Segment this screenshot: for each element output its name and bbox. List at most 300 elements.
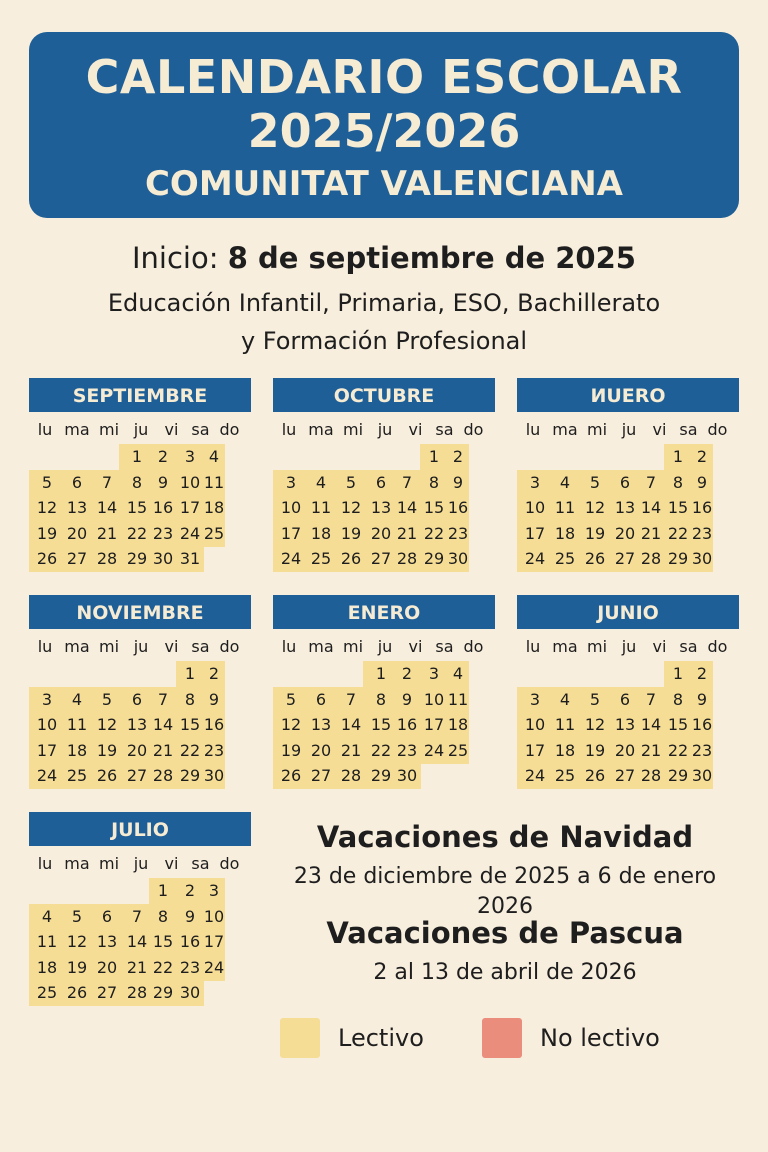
day-cell: 19: [29, 521, 65, 547]
weekday-label: ma: [64, 637, 90, 656]
weekday-label: sa: [679, 637, 698, 656]
day-cell: 26: [59, 980, 95, 1006]
day-cell: 11: [303, 495, 339, 521]
day-cell: 9: [203, 687, 225, 713]
day-cell: 11: [547, 712, 583, 738]
month-1: [29, 378, 251, 574]
weekday-label: mi: [98, 637, 120, 656]
day-cell: 17: [203, 929, 225, 955]
month-header: JULIO: [29, 812, 251, 846]
day-cell: 15: [664, 495, 692, 521]
day-cell: 29: [664, 763, 692, 789]
day-cell: 21: [637, 521, 665, 547]
day-cell: 8: [363, 687, 399, 713]
day-cell: 7: [637, 470, 665, 496]
day-cell: 9: [691, 687, 713, 713]
day-cell: 4: [203, 444, 225, 470]
weekday-label: ju: [377, 420, 393, 439]
day-cell: 28: [149, 763, 177, 789]
day-cell: 2: [691, 661, 713, 687]
day-cell: 15: [176, 712, 204, 738]
levels-line-2: y Formación Profesional: [240, 327, 528, 355]
day-cell: 28: [637, 546, 665, 572]
day-cell: 24: [273, 546, 309, 572]
day-cell: 23: [203, 738, 225, 764]
weekday-label: lu: [281, 420, 297, 439]
weekday-row: [273, 633, 495, 661]
weekday-label: do: [219, 637, 240, 656]
day-cell: 15: [149, 929, 177, 955]
day-cell: 8: [119, 470, 155, 496]
weekday-label: mi: [98, 854, 120, 873]
day-cell: 24: [517, 546, 553, 572]
weekday-label: ju: [621, 637, 637, 656]
day-cell: 11: [447, 687, 469, 713]
day-cell: 21: [393, 521, 421, 547]
day-cell: 20: [89, 955, 125, 981]
month-4: [29, 595, 251, 791]
day-cell: 11: [203, 470, 225, 496]
weekday-row: [29, 416, 251, 444]
weekday-label: do: [463, 420, 484, 439]
day-cell: 14: [149, 712, 177, 738]
day-cell: 29: [119, 546, 155, 572]
day-cell: 11: [59, 712, 95, 738]
day-cell: 24: [420, 738, 448, 764]
day-cell: 12: [59, 929, 95, 955]
day-cell: 20: [303, 738, 339, 764]
day-cell: 31: [176, 546, 204, 572]
day-cell: 1: [664, 444, 692, 470]
day-cell: 27: [363, 546, 399, 572]
day-cell: 6: [607, 470, 643, 496]
day-cell: 23: [176, 955, 204, 981]
day-cell: 3: [517, 470, 553, 496]
weekday-label: ma: [552, 637, 578, 656]
weekday-row: [273, 416, 495, 444]
day-cell: 10: [420, 687, 448, 713]
day-cell: 20: [59, 521, 95, 547]
day-cell: 15: [664, 712, 692, 738]
day-cell: 30: [447, 546, 469, 572]
day-cell: 27: [119, 763, 155, 789]
day-cell: 14: [637, 712, 665, 738]
day-cell: 2: [447, 444, 469, 470]
weekday-label: sa: [435, 637, 454, 656]
day-cell: 25: [547, 546, 583, 572]
day-cell: 7: [149, 687, 177, 713]
day-cell: 30: [691, 546, 713, 572]
day-cell: 8: [176, 687, 204, 713]
day-cell: 25: [447, 738, 469, 764]
weekday-label: ma: [64, 420, 90, 439]
day-cell: 13: [119, 712, 155, 738]
easter-dates: 2 al 13 de abril de 2026: [373, 960, 637, 985]
day-cell: 4: [447, 661, 469, 687]
day-cell: 10: [273, 495, 309, 521]
day-cell: 15: [420, 495, 448, 521]
day-cell: 17: [517, 521, 553, 547]
day-cell: 20: [607, 521, 643, 547]
day-cell: 3: [176, 444, 204, 470]
day-cell: 3: [203, 878, 225, 904]
month-header: OCTUBRE: [273, 378, 495, 412]
start-date-line: [0, 240, 768, 276]
day-cell: 28: [333, 763, 369, 789]
day-cell: 21: [637, 738, 665, 764]
day-cell: 16: [149, 495, 177, 521]
christmas-dates: 23 de diciembre de 2025 a 6 de enero 2026: [293, 864, 717, 919]
day-cell: 3: [29, 687, 65, 713]
weekday-label: lu: [37, 420, 53, 439]
day-cell: 2: [149, 444, 177, 470]
day-cell: 12: [29, 495, 65, 521]
weekday-label: lu: [37, 854, 53, 873]
weekday-label: lu: [525, 637, 541, 656]
weekday-label: vi: [652, 637, 667, 656]
day-cell: 14: [119, 929, 155, 955]
day-cell: 19: [577, 521, 613, 547]
day-grid: [517, 661, 739, 791]
day-cell: 9: [176, 904, 204, 930]
weekday-label: sa: [679, 420, 698, 439]
day-cell: 6: [119, 687, 155, 713]
weekday-row: [517, 633, 739, 661]
day-cell: 9: [393, 687, 421, 713]
day-cell: 18: [29, 955, 65, 981]
day-grid: [29, 444, 251, 574]
day-cell: 14: [393, 495, 421, 521]
day-cell: 30: [203, 763, 225, 789]
weekday-label: sa: [191, 854, 210, 873]
weekday-label: vi: [408, 420, 423, 439]
day-cell: 26: [273, 763, 309, 789]
weekday-label: ju: [133, 420, 149, 439]
day-cell: 13: [607, 495, 643, 521]
day-cell: 21: [119, 955, 155, 981]
day-cell: 4: [547, 687, 583, 713]
month-header: NOVIEMBRE: [29, 595, 251, 629]
day-grid: [29, 661, 251, 791]
weekday-row: [29, 850, 251, 878]
day-cell: 29: [149, 980, 177, 1006]
day-cell: 5: [59, 904, 95, 930]
day-cell: 16: [176, 929, 204, 955]
month-5: [273, 595, 495, 791]
day-cell: 6: [363, 470, 399, 496]
weekday-label: vi: [408, 637, 423, 656]
day-cell: 5: [29, 470, 65, 496]
day-cell: 27: [607, 763, 643, 789]
weekday-label: lu: [525, 420, 541, 439]
day-cell: 7: [119, 904, 155, 930]
day-cell: 19: [577, 738, 613, 764]
day-cell: 6: [607, 687, 643, 713]
weekday-label: ju: [133, 854, 149, 873]
day-cell: 26: [577, 763, 613, 789]
day-cell: 3: [420, 661, 448, 687]
day-cell: 9: [447, 470, 469, 496]
day-cell: 13: [363, 495, 399, 521]
day-cell: 18: [303, 521, 339, 547]
legend-nolectivo-swatch: [482, 1018, 522, 1058]
day-grid: [29, 878, 251, 1008]
day-cell: 2: [176, 878, 204, 904]
month-6: [517, 595, 739, 791]
day-cell: 22: [420, 521, 448, 547]
day-cell: 5: [577, 470, 613, 496]
day-cell: 6: [89, 904, 125, 930]
legend-lectivo-label: Lectivo: [338, 1024, 424, 1052]
day-cell: 25: [59, 763, 95, 789]
day-cell: 19: [59, 955, 95, 981]
day-cell: 21: [333, 738, 369, 764]
day-cell: 10: [517, 495, 553, 521]
christmas-title: Vacaciones de Navidad: [316, 820, 694, 854]
day-cell: 24: [517, 763, 553, 789]
weekday-label: do: [707, 637, 728, 656]
day-cell: 18: [547, 521, 583, 547]
day-cell: 22: [664, 521, 692, 547]
weekday-label: ma: [308, 420, 334, 439]
day-cell: 13: [303, 712, 339, 738]
day-cell: 18: [203, 495, 225, 521]
weekday-label: ju: [377, 637, 393, 656]
day-cell: 25: [203, 521, 225, 547]
start-prefix: Inicio:: [132, 241, 219, 275]
weekday-label: sa: [191, 637, 210, 656]
day-cell: 23: [691, 521, 713, 547]
weekday-label: do: [219, 854, 240, 873]
day-cell: 8: [420, 470, 448, 496]
easter-title: Vacaciones de Pascua: [326, 916, 684, 950]
day-cell: 17: [273, 521, 309, 547]
weekday-label: ju: [133, 637, 149, 656]
month-3: [517, 378, 739, 574]
day-grid: [517, 444, 739, 574]
day-cell: 18: [547, 738, 583, 764]
day-cell: 14: [637, 495, 665, 521]
month-header: SEPTIEMBRE: [29, 378, 251, 412]
day-grid: [273, 661, 495, 791]
day-cell: 22: [176, 738, 204, 764]
weekday-row: [517, 416, 739, 444]
day-cell: 27: [303, 763, 339, 789]
day-cell: 26: [333, 546, 369, 572]
day-cell: 11: [29, 929, 65, 955]
day-cell: 10: [29, 712, 65, 738]
day-cell: 10: [176, 470, 204, 496]
day-cell: 6: [303, 687, 339, 713]
day-cell: 10: [517, 712, 553, 738]
day-cell: 4: [59, 687, 95, 713]
day-cell: 2: [691, 444, 713, 470]
day-cell: 1: [119, 444, 155, 470]
day-cell: 23: [691, 738, 713, 764]
day-cell: 7: [637, 687, 665, 713]
weekday-label: mi: [98, 420, 120, 439]
day-cell: 19: [333, 521, 369, 547]
day-cell: 12: [89, 712, 125, 738]
day-cell: 20: [119, 738, 155, 764]
day-cell: 22: [119, 521, 155, 547]
weekday-row: [29, 633, 251, 661]
day-cell: 17: [420, 712, 448, 738]
day-cell: 25: [547, 763, 583, 789]
day-cell: 16: [691, 712, 713, 738]
day-cell: 22: [664, 738, 692, 764]
levels-line-1: Educación Infantil, Primaria, ESO, Bachillerato: [107, 289, 661, 317]
month-header: JUNIO: [517, 595, 739, 629]
day-cell: 29: [420, 546, 448, 572]
day-cell: 29: [664, 546, 692, 572]
day-cell: 30: [393, 763, 421, 789]
day-cell: 24: [203, 955, 225, 981]
weekday-label: ma: [308, 637, 334, 656]
day-cell: 18: [59, 738, 95, 764]
day-cell: 12: [577, 495, 613, 521]
day-cell: 12: [577, 712, 613, 738]
weekday-label: vi: [652, 420, 667, 439]
day-cell: 30: [691, 763, 713, 789]
day-cell: 26: [29, 546, 65, 572]
day-cell: 24: [29, 763, 65, 789]
day-cell: 13: [607, 712, 643, 738]
day-cell: 27: [607, 546, 643, 572]
day-cell: 5: [89, 687, 125, 713]
day-cell: 8: [149, 904, 177, 930]
day-cell: 12: [333, 495, 369, 521]
day-cell: 2: [203, 661, 225, 687]
day-cell: 30: [176, 980, 204, 1006]
day-cell: 8: [664, 687, 692, 713]
day-cell: 22: [149, 955, 177, 981]
day-cell: 13: [89, 929, 125, 955]
day-cell: 1: [176, 661, 204, 687]
weekday-label: vi: [164, 854, 179, 873]
day-cell: 9: [691, 470, 713, 496]
day-grid: [273, 444, 495, 574]
day-cell: 7: [393, 470, 421, 496]
day-cell: 13: [59, 495, 95, 521]
month-header: ENERO: [273, 595, 495, 629]
day-cell: 1: [664, 661, 692, 687]
day-cell: 17: [517, 738, 553, 764]
day-cell: 23: [447, 521, 469, 547]
weekday-label: mi: [342, 420, 364, 439]
day-cell: 4: [547, 470, 583, 496]
day-cell: 8: [664, 470, 692, 496]
day-cell: 1: [420, 444, 448, 470]
day-cell: 15: [363, 712, 399, 738]
day-cell: 28: [119, 980, 155, 1006]
day-cell: 23: [393, 738, 421, 764]
weekday-label: mi: [342, 637, 364, 656]
weekday-label: lu: [37, 637, 53, 656]
weekday-label: ju: [621, 420, 637, 439]
day-cell: 28: [637, 763, 665, 789]
day-cell: 29: [363, 763, 399, 789]
weekday-label: mi: [586, 420, 608, 439]
weekday-label: sa: [191, 420, 210, 439]
weekday-label: sa: [435, 420, 454, 439]
day-cell: 6: [59, 470, 95, 496]
day-cell: 19: [89, 738, 125, 764]
weekday-label: ma: [64, 854, 90, 873]
month-2: [273, 378, 495, 574]
start-date: 8 de septiembre de 2025: [227, 241, 636, 275]
month-7: [29, 812, 251, 1008]
day-cell: 16: [203, 712, 225, 738]
day-cell: 5: [577, 687, 613, 713]
legend-nolectivo-label: No lectivo: [540, 1024, 660, 1052]
weekday-label: do: [463, 637, 484, 656]
day-cell: 14: [89, 495, 125, 521]
day-cell: 5: [333, 470, 369, 496]
day-cell: 17: [176, 495, 204, 521]
weekday-label: do: [219, 420, 240, 439]
day-cell: 10: [203, 904, 225, 930]
day-cell: 26: [577, 546, 613, 572]
title-line-1: CALENDARIO ESCOLAR: [85, 50, 683, 104]
day-cell: 3: [517, 687, 553, 713]
day-cell: 18: [447, 712, 469, 738]
day-cell: 16: [447, 495, 469, 521]
day-cell: 27: [89, 980, 125, 1006]
title-region: COMUNITAT VALENCIANA: [144, 164, 623, 204]
day-cell: 26: [89, 763, 125, 789]
day-cell: 12: [273, 712, 309, 738]
day-cell: 21: [149, 738, 177, 764]
day-cell: 22: [363, 738, 399, 764]
day-cell: 16: [393, 712, 421, 738]
day-cell: 15: [119, 495, 155, 521]
day-cell: 5: [273, 687, 309, 713]
day-cell: 9: [149, 470, 177, 496]
day-cell: 16: [691, 495, 713, 521]
weekday-label: do: [707, 420, 728, 439]
day-cell: 23: [149, 521, 177, 547]
weekday-label: mi: [586, 637, 608, 656]
day-cell: 7: [333, 687, 369, 713]
day-cell: 1: [149, 878, 177, 904]
day-cell: 20: [607, 738, 643, 764]
weekday-label: ma: [552, 420, 578, 439]
day-cell: 28: [393, 546, 421, 572]
day-cell: 27: [59, 546, 95, 572]
day-cell: 19: [273, 738, 309, 764]
day-cell: 4: [29, 904, 65, 930]
day-cell: 2: [393, 661, 421, 687]
day-cell: 30: [149, 546, 177, 572]
weekday-label: vi: [164, 637, 179, 656]
day-cell: 25: [303, 546, 339, 572]
day-cell: 28: [89, 546, 125, 572]
month-header: ИUERO: [517, 378, 739, 412]
weekday-label: vi: [164, 420, 179, 439]
day-cell: 29: [176, 763, 204, 789]
title-banner: [29, 32, 739, 218]
day-cell: 11: [547, 495, 583, 521]
weekday-label: lu: [281, 637, 297, 656]
day-cell: 4: [303, 470, 339, 496]
day-cell: 7: [89, 470, 125, 496]
day-cell: 25: [29, 980, 65, 1006]
legend-lectivo-swatch: [280, 1018, 320, 1058]
title-line-2: 2025/2026: [247, 104, 521, 158]
day-cell: 3: [273, 470, 309, 496]
day-cell: 17: [29, 738, 65, 764]
